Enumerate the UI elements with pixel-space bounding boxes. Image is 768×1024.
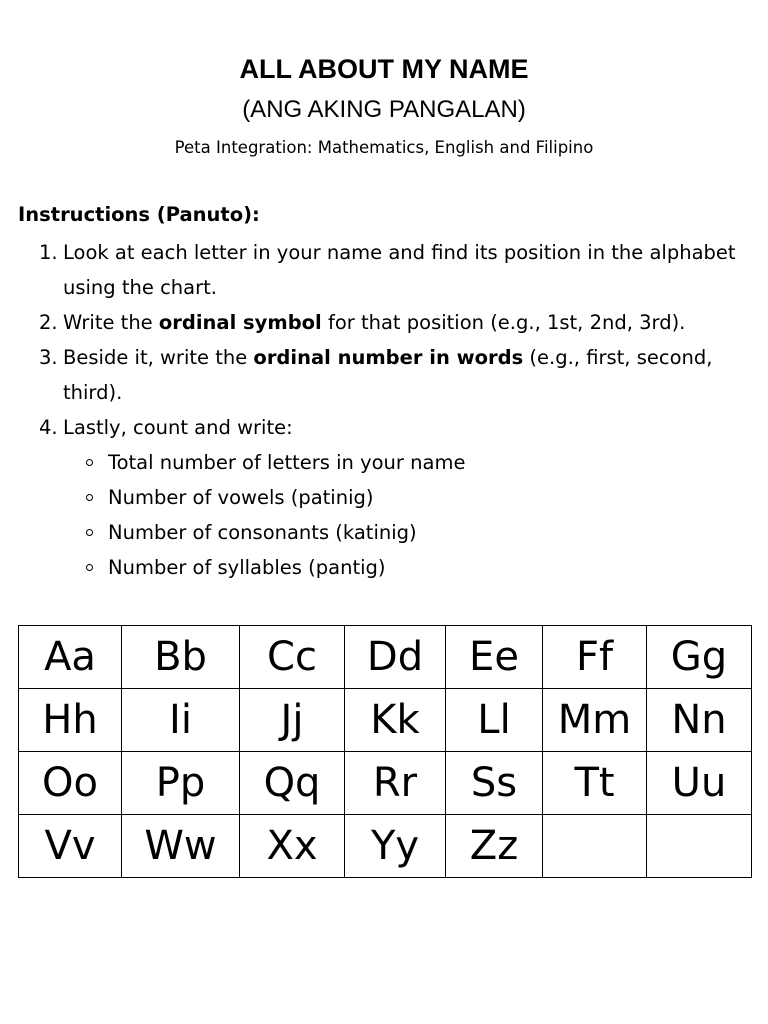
step-text: (e.g., first, second, third). xyxy=(63,346,713,404)
letter-cell: Aa xyxy=(19,626,122,689)
instructions-heading: Instructions (Panuto): xyxy=(18,203,260,226)
instruction-step-2 xyxy=(18,305,758,340)
letter-cell: Qq xyxy=(240,752,345,815)
bullet-circle-icon xyxy=(86,564,93,571)
subitem-text: Number of syllables (pantig) xyxy=(108,556,386,579)
letter-cell: Ll xyxy=(446,689,543,752)
letter-cell: Oo xyxy=(19,752,122,815)
letter-cell: Ss xyxy=(446,752,543,815)
letter-cell: Nn xyxy=(647,689,752,752)
letter-cell: Vv xyxy=(19,815,122,878)
letter-cell: Yy xyxy=(345,815,446,878)
letter-cell: Bb xyxy=(122,626,240,689)
letter-cell: Ff xyxy=(543,626,647,689)
alphabet-row xyxy=(19,689,752,752)
letter-cell: Uu xyxy=(647,752,752,815)
letter-cell: Tt xyxy=(543,752,647,815)
step-number: 2. xyxy=(39,311,58,334)
subitem-syllables xyxy=(18,550,758,585)
instruction-steps xyxy=(18,235,758,445)
letter-cell: Zz xyxy=(446,815,543,878)
letter-cell: Hh xyxy=(19,689,122,752)
letter-cell: Gg xyxy=(647,626,752,689)
worksheet-subtitle: (ANG AKING PANGALAN) xyxy=(242,96,526,123)
step-number: 3. xyxy=(39,346,58,369)
instruction-step-4 xyxy=(18,410,758,445)
empty-cell xyxy=(543,815,647,878)
letter-cell: Cc xyxy=(240,626,345,689)
step-text: Lastly, count and write: xyxy=(63,416,293,439)
step-text: Beside it, write the xyxy=(63,346,254,369)
letter-cell: Ii xyxy=(122,689,240,752)
subitem-consonants xyxy=(18,515,758,550)
letter-cell: Pp xyxy=(122,752,240,815)
bullet-circle-icon xyxy=(86,529,93,536)
subitem-text: Number of consonants (katinig) xyxy=(108,521,417,544)
letter-cell: Mm xyxy=(543,689,647,752)
subitem-vowels xyxy=(18,480,758,515)
letter-cell: Xx xyxy=(240,815,345,878)
integration-note: Peta Integration: Mathematics, English and Filipino xyxy=(174,138,594,157)
step-number: 4. xyxy=(39,416,58,439)
letter-cell: Dd xyxy=(345,626,446,689)
instructions-section xyxy=(18,201,758,585)
letter-cell: Ee xyxy=(446,626,543,689)
letter-cell: Rr xyxy=(345,752,446,815)
subitem-text: Total number of letters in your name xyxy=(108,451,466,474)
step-text: for that position (e.g., 1st, 2nd, 3rd). xyxy=(321,311,686,334)
count-subitems xyxy=(18,445,758,585)
bullet-circle-icon xyxy=(86,494,93,501)
subitem-text: Number of vowels (patinig) xyxy=(108,486,374,509)
step-text: Write the xyxy=(63,311,159,334)
letter-cell: Ww xyxy=(122,815,240,878)
instruction-step-1 xyxy=(18,235,758,305)
letter-cell: Kk xyxy=(345,689,446,752)
step-text: Look at each letter in your name and find its position in the alphabet using the chart. xyxy=(63,241,736,299)
letter-cell: Jj xyxy=(240,689,345,752)
empty-cell xyxy=(647,815,752,878)
alphabet-row xyxy=(19,815,752,878)
step-bold-term: ordinal number in words xyxy=(253,346,524,369)
alphabet-chart xyxy=(18,625,752,878)
step-number: 1. xyxy=(39,241,58,264)
bullet-circle-icon xyxy=(86,459,93,466)
subitem-total-letters xyxy=(18,445,758,480)
instruction-step-3 xyxy=(18,340,758,410)
alphabet-row xyxy=(19,626,752,689)
alphabet-row xyxy=(19,752,752,815)
step-bold-term: ordinal symbol xyxy=(158,311,322,334)
worksheet-title: ALL ABOUT MY NAME xyxy=(239,54,529,84)
